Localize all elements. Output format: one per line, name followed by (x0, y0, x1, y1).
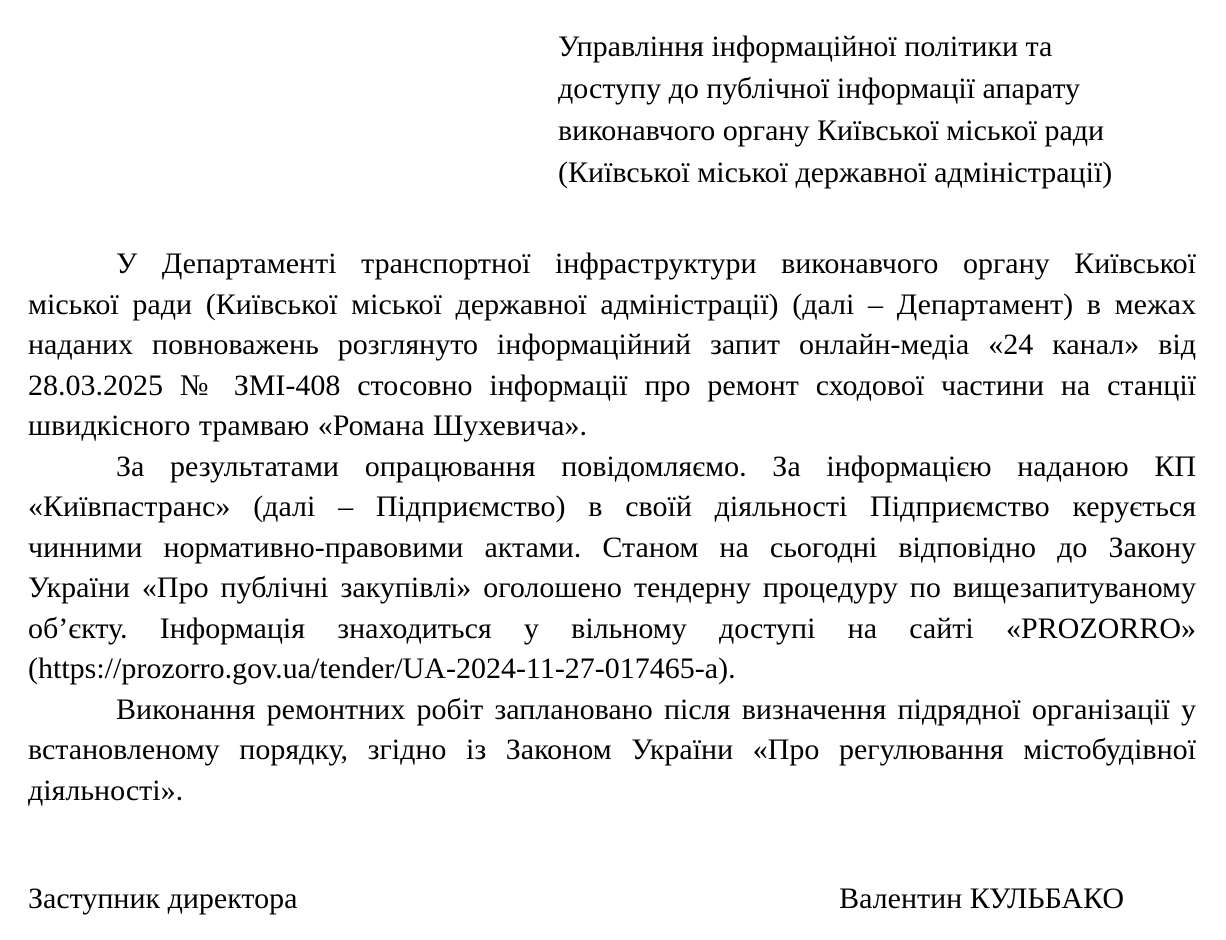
recipient-line-3: виконавчого органу Київської міської ради (558, 114, 1105, 147)
recipient-line-1: Управління інформаційної політики та (558, 30, 1053, 63)
paragraph-request-info: У Департаменті транспортної інфраструктури виконавчого органу Київської міської ради (Київської міської державної адміністрації) (далі – Департамент) в межах наданих повноважень розглянуто інформаційний запит онлайн-медіа «24 канал» від 28.03.2025 № ЗМІ-408 стосовно інформації про ремонт сходової частини на станції швидкісного трамваю «Романа Шухевича». (28, 247, 1196, 442)
recipient-line-2: доступу до публічної інформації апарату (558, 72, 1081, 105)
letter-body (28, 244, 1196, 811)
recipient-line-4: (Київської міської державної адміністрації) (558, 156, 1113, 189)
signer-position-title: Заступник директора (28, 882, 298, 915)
signer-name: Валентин КУЛЬБАКО (839, 882, 1124, 915)
paragraph-repair-plan: Виконання ремонтних робіт заплановано після визначення підрядної організації у встановленому порядку, згідно із Законом України «Про регулювання містобудівної діяльності». (28, 692, 1196, 807)
paragraph-tender-info: За результатами опрацювання повідомляємо. За інформацією наданою КП «Київпастранс» (далі – Підприємство) в своїй діяльності Підприємство керується чинними нормативно-правовими актами. Станом на сьогодні відповідно до Закону України «Про публічні закупівлі» оголошено тендерну процедуру по вищезапитуваному об’єкту. Інформація знаходиться у вільному доступі на сайті «PROZORRO» (https://prozorro.gov.ua/tender/UA-2024-11-27-017465-a). (28, 449, 1196, 685)
recipient-block (558, 26, 1192, 194)
signature-row (28, 878, 1196, 920)
